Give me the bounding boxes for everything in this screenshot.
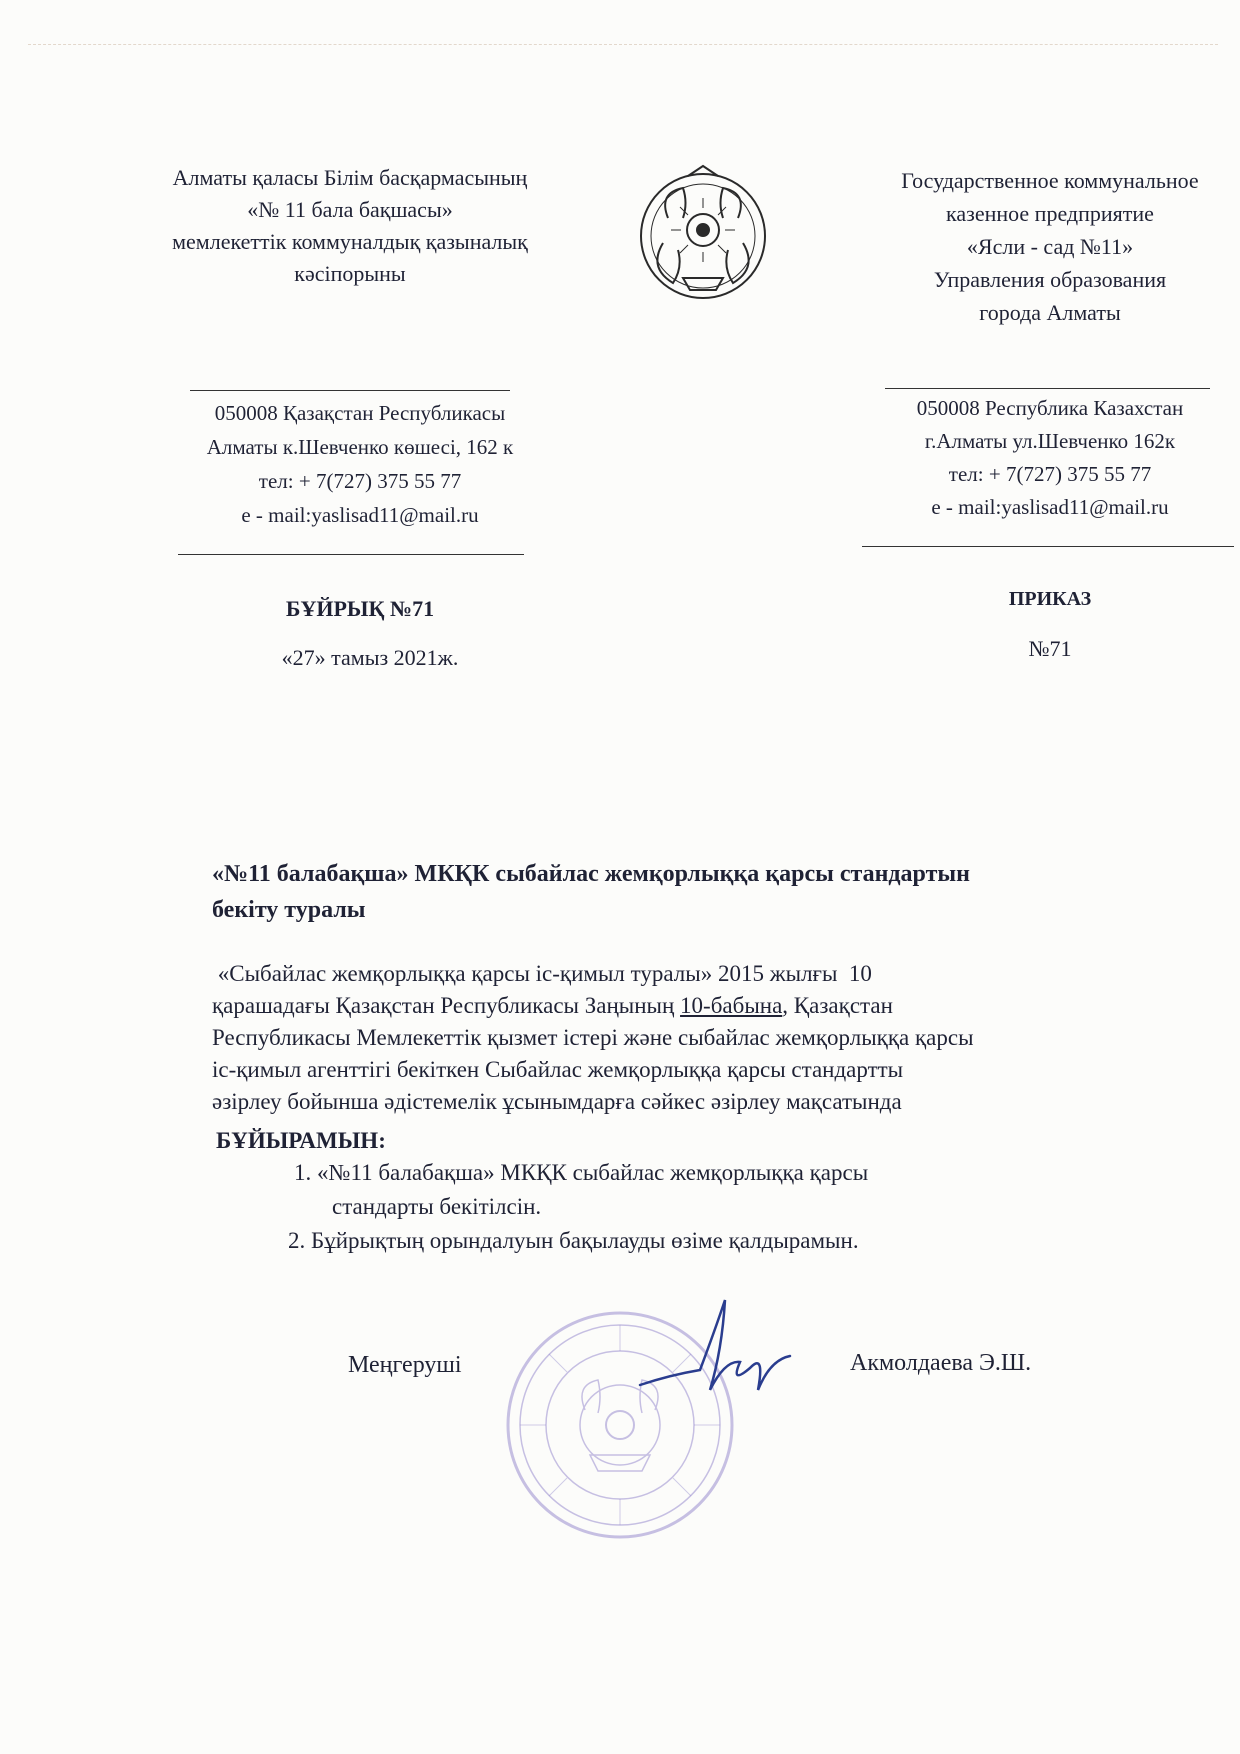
subject-line: «№11 балабақша» МКҚК сыбайлас жемқорлыққа қарсы стандартын (212, 861, 970, 887)
body-line (212, 990, 1212, 1022)
header-right-ru (870, 164, 1230, 329)
item-line: стандарты бекітілсін. (332, 1194, 542, 1219)
header-right-line: «Ясли - сад №11» (966, 234, 1134, 259)
address-right-ru (880, 392, 1220, 524)
body-line: «Сыбайлас жемқорлыққа қарсы іс-қимыл туралы» 2015 жылғы 10 (212, 961, 872, 986)
signature-name: Акмолдаева Э.Ш. (850, 1350, 1032, 1376)
body-line: әзірлеу бойынша әдістемелік ұсынымдарға сәйкес әзірлеу мақсатында (212, 1089, 902, 1114)
header-left-line: кәсіпорыны (294, 261, 406, 286)
address-left-line: тел: + 7(727) 375 55 77 (258, 469, 462, 493)
address-right-top-rule (885, 388, 1210, 389)
decree-heading: БҰЙЫРАМЫН: (216, 1128, 386, 1153)
address-right-line: 050008 Республика Казахстан (916, 396, 1184, 420)
item-line: 1. «№11 балабақша» МКҚК сыбайлас жемқорлыққа қарсы (294, 1160, 869, 1185)
header-right-line: города Алматы (979, 300, 1121, 325)
order-title-kz: БҰЙРЫҚ №71 (285, 596, 435, 621)
address-left-top-rule (190, 390, 510, 391)
header-right-line: Государственное коммунальное (901, 168, 1199, 193)
header-left-kz (120, 162, 580, 290)
law-article-link[interactable]: 10-бабына (680, 993, 783, 1018)
header-left-line: «№ 11 бала бақшасы» (247, 197, 453, 222)
top-dashed-rule (28, 44, 1218, 45)
order-date-kz: «27» тамыз 2021ж. (281, 645, 459, 670)
order-body (212, 958, 1212, 1118)
address-left-line: Алматы к.Шевченко көшесі, 162 к (206, 435, 514, 459)
body-text-fragment: қарашадағы Қазақстан Республикасы Заңының (212, 993, 681, 1018)
order-number-ru: №71 (1028, 636, 1072, 661)
header-right-line: казенное предприятие (946, 201, 1154, 226)
order-item-1 (294, 1156, 1054, 1224)
address-left-bottom-rule (178, 554, 524, 555)
order-title-ru: ПРИКАЗ (1008, 588, 1092, 610)
address-right-line: г.Алматы ул.Шевченко 162к (924, 429, 1176, 453)
body-line: іс-қимыл агенттігі бекіткен Сыбайлас жемқорлыққа қарсы стандартты (212, 1057, 904, 1082)
address-right-bottom-rule (862, 546, 1234, 547)
address-left-line: 050008 Қазақстан Республикасы (214, 401, 506, 425)
header-right-line: Управления образования (933, 267, 1167, 292)
body-line: Республикасы Мемлекеттік қызмет істері және сыбайлас жемқорлыққа қарсы (212, 1025, 974, 1050)
order-item-2: 2. Бұйрықтың орындалуын бақылауды өзіме қалдырамын. (288, 1228, 859, 1253)
address-left-line: e - mail:yaslisad11@mail.ru (241, 503, 479, 527)
header-left-line: Алматы қаласы Білім басқармасының (172, 165, 528, 190)
address-right-line: e - mail:yaslisad11@mail.ru (931, 495, 1169, 519)
body-text-fragment: , Қазақстан (782, 993, 893, 1018)
signature-role: Меңгеруші (348, 1352, 462, 1378)
header-left-line: мемлекеттік коммуналдық қазыналық (172, 229, 528, 254)
subject-line: бекіту туралы (212, 897, 366, 923)
address-left-kz (140, 396, 580, 532)
order-subject (212, 856, 1152, 928)
handwritten-signature (630, 1290, 800, 1430)
address-right-line: тел: + 7(727) 375 55 77 (948, 462, 1152, 486)
state-emblem-icon (628, 158, 778, 308)
